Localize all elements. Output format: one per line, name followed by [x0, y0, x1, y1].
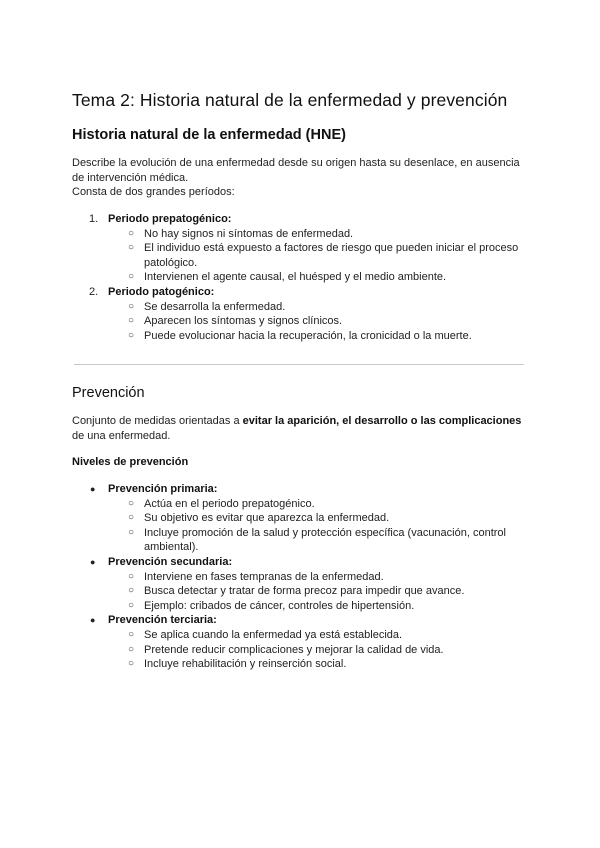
- circle-bullet-icon: ○: [128, 599, 135, 611]
- circle-bullet-icon: ○: [128, 242, 135, 254]
- levels-heading: Niveles de prevención: [72, 456, 189, 468]
- list-item: ○ Actúa en el periodo prepatogénico.: [128, 497, 315, 510]
- level-label: Prevención secundaria:: [108, 555, 233, 568]
- period-sublist: [108, 227, 532, 285]
- circle-bullet-icon: ○: [128, 300, 135, 312]
- list-item: ○ Se aplica cuando la enfermedad ya está establecida.: [128, 628, 403, 641]
- circle-bullet-icon: ○: [128, 658, 135, 670]
- level-item: [72, 613, 532, 671]
- hne-description: Describe la evolución de una enfermedad desde su origen hasta su desenlace, en ausencia de intervención médica.: [72, 157, 520, 184]
- list-item: ○ Se desarrolla la enfermedad.: [128, 300, 286, 313]
- list-item: ○ Pretende reducir complicaciones y mejorar la calidad de vida.: [128, 643, 444, 656]
- levels-list: [72, 482, 532, 672]
- level-sublist: [108, 628, 532, 672]
- circle-bullet-icon: ○: [128, 526, 135, 538]
- level-label: Prevención primaria:: [108, 483, 218, 495]
- list-item: ○ Ejemplo: cribados de cáncer, controles de hipertensión.: [128, 599, 415, 612]
- list-item: ○ Interviene en fases tempranas de la enfermedad.: [128, 570, 384, 583]
- list-item: ○ Busca detectar y tratar de forma precoz para impedir que avance.: [128, 585, 465, 598]
- level-sublist: [108, 570, 532, 614]
- period-item: [72, 285, 532, 343]
- period-number: 2.: [89, 285, 99, 298]
- circle-bullet-icon: ○: [128, 329, 135, 341]
- circle-bullet-icon: ○: [128, 512, 135, 524]
- list-item: ○ Puede evolucionar hacia la recuperación, la cronicidad o la muerte.: [128, 329, 472, 342]
- circle-bullet-icon: ○: [128, 585, 135, 597]
- circle-bullet-icon: ○: [128, 315, 135, 327]
- circle-bullet-icon: ○: [128, 643, 135, 655]
- list-item: ○ Incluye promoción de la salud y protección específica (vacunación, control ambiental).: [128, 526, 506, 554]
- level-sublist: [108, 497, 532, 555]
- level-item: [72, 482, 532, 555]
- bullet-icon: ●: [90, 615, 96, 626]
- period-item: [72, 212, 532, 285]
- list-item: ○ Intervienen el agente causal, el huésped y el medio ambiente.: [128, 271, 447, 284]
- list-item: ○ No hay signos ni síntomas de enfermedad.: [128, 227, 354, 240]
- prevencion-intro: Conjunto de medidas orientadas a evitar la aparición, el desarrollo o las complicaciones de una enfermedad.: [72, 415, 522, 442]
- list-item: ○ El individuo está expuesto a factores de riesgo que pueden iniciar el proceso patológico.: [128, 242, 519, 269]
- level-item: [72, 555, 532, 613]
- periods-list: [72, 212, 532, 343]
- period-label: Periodo prepatogénico:: [108, 213, 232, 225]
- period-number: 1.: [89, 213, 99, 225]
- level-label: Prevención terciaria:: [108, 614, 217, 627]
- section-divider: [74, 364, 524, 365]
- period-label: Periodo patogénico:: [108, 285, 215, 298]
- period-sublist: [108, 300, 532, 344]
- bullet-icon: ●: [90, 484, 96, 494]
- circle-bullet-icon: ○: [128, 227, 135, 239]
- page-title: Tema 2: Historia natural de la enfermedad y prevención: [72, 90, 508, 110]
- list-item: ○ Aparecen los síntomas y signos clínicos.: [128, 315, 343, 328]
- bullet-icon: ●: [90, 556, 96, 567]
- circle-bullet-icon: ○: [128, 497, 135, 509]
- circle-bullet-icon: ○: [128, 628, 135, 640]
- hne-heading: Historia natural de la enfermedad (HNE): [72, 127, 346, 143]
- list-item: ○ Incluye rehabilitación y reinserción social.: [128, 658, 347, 671]
- circle-bullet-icon: ○: [128, 271, 135, 283]
- circle-bullet-icon: ○: [128, 570, 135, 582]
- prevencion-heading: Prevención: [72, 385, 145, 401]
- hne-consta: Consta de dos grandes períodos:: [72, 186, 235, 198]
- list-item: ○ Su objetivo es evitar que aparezca la enfermedad.: [128, 512, 390, 525]
